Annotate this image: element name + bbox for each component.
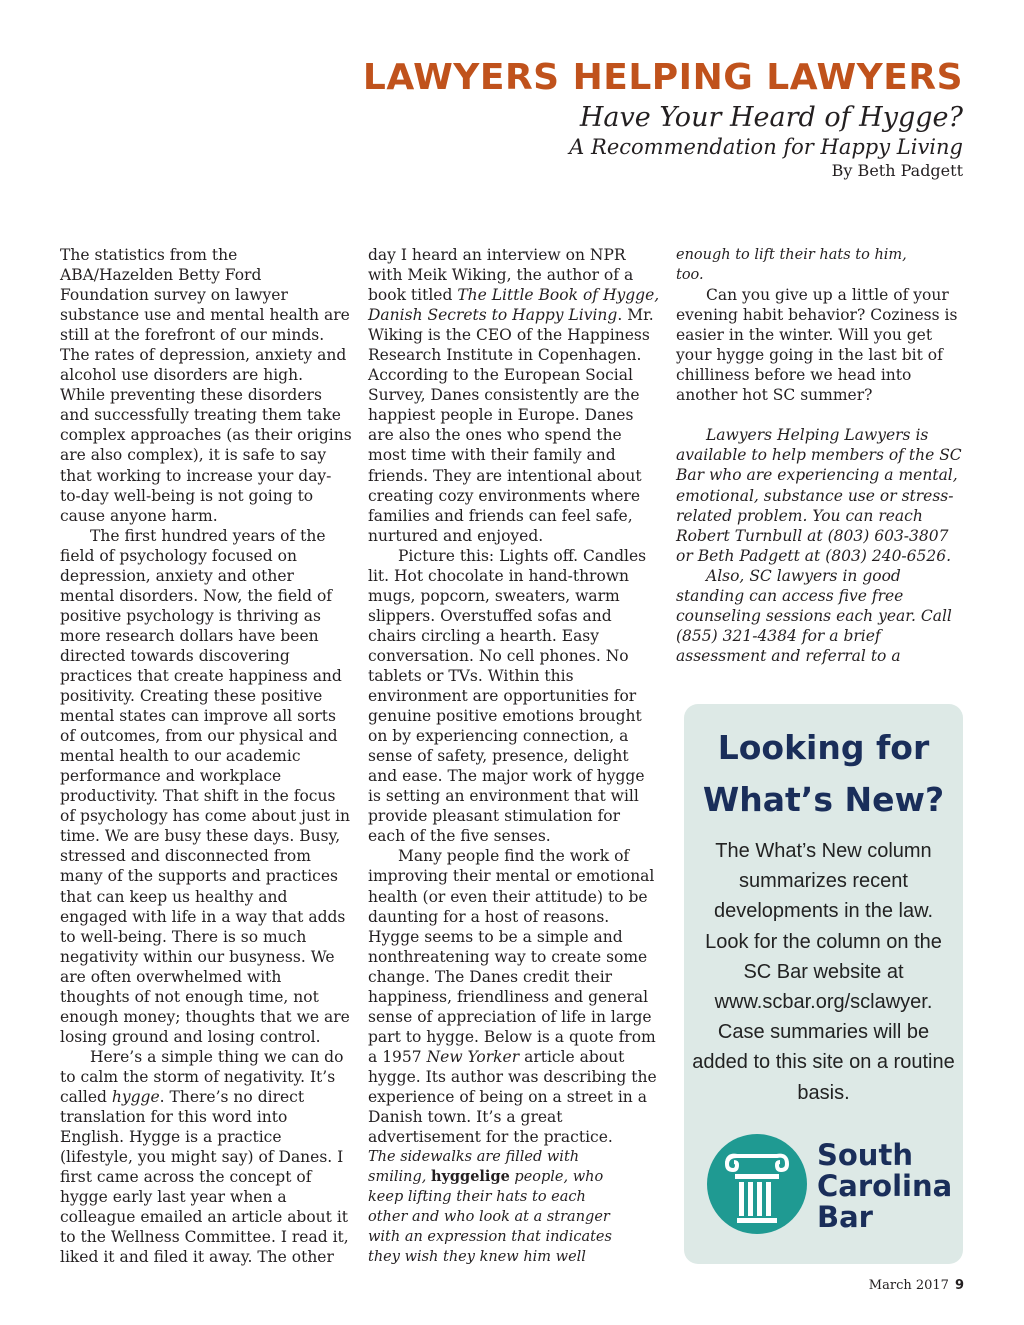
issue-date: March 2017 bbox=[868, 1278, 949, 1293]
quote-emphasis: hyggelige bbox=[430, 1168, 510, 1186]
section-title: LAWYERS HELPING LAWYERS bbox=[362, 57, 963, 98]
book-title: The Little Book of Hygge, Danish Secrets to Happy Living bbox=[368, 286, 660, 325]
column-2 bbox=[368, 245, 660, 1267]
sc-bar-logo bbox=[707, 1134, 957, 1234]
paragraph-3: day I heard an interview on NPR with Meik Wiking, the author of a book titled The Little Book of Hygge, Danish Secrets to Happy Living. Mr. Wiking is the CEO of the Happiness Research Institute in Copenhagen. According to the European Social Survey, Danes consistently are the happiest people in Europe. Danes are also the ones who spend the most time with their family and friends. They are intentional about creating cozy environments where families and friends can feel safe, nurtured and enjoyed. bbox=[368, 246, 660, 545]
logo-text: South Carolina Bar bbox=[817, 1138, 953, 1234]
note-2: Also, SC lawyers in good standing can access five free counseling sessions each year. Call (855) 321-4384 for a brief assessment and referral to a bbox=[676, 566, 952, 665]
article-title: Have Your Heard of Hygge? bbox=[579, 102, 963, 133]
page-footer bbox=[869, 1278, 964, 1293]
byline: By Beth Padgett bbox=[831, 161, 963, 180]
paragraph-6: Can you give up a little of your evening habit behavior? Coziness is easier in the winter. Will you get your hygge going in the last bit of chilliness before we head into another hot SC summer? bbox=[676, 286, 958, 405]
hygge-term: hygge bbox=[111, 1087, 160, 1106]
paragraph-5: Many people find the work of improving their mental or emotional health (or even their attitude) to be daunting for a host of reasons. Hygge seems to be a simple and nonthreatening way to create some change. The Danes credit their happiness, friendliness and general sense of appreciation of life in large part to hygge. Below is a quote from a 1957 New Yorker article about hygge. Its author was describing the experience of being on a street in a Danish town. It’s a great advertisement for the practice. bbox=[368, 847, 657, 1147]
block-quote: The sidewalks are filled with smiling, hyggelige people, who keep lifting their hats to each other and who look at a stranger with an expression that indicates they wish they knew him well bbox=[368, 1149, 612, 1266]
paragraph-3: Here’s a simple thing we can do to calm the storm of negativity. It’s called hygge. There’s no direct translation for this word into English. Hygge is a practice (lifestyle, you might say) of Danes. I first came across the concept of hygge early last year when a colleague emailed an article about it to the Wellness Committee. I read it, liked it and filed it away. The other bbox=[60, 1047, 349, 1267]
magazine-title: New Yorker bbox=[426, 1047, 520, 1066]
whats-new-box bbox=[684, 704, 963, 1264]
page-number: 9 bbox=[954, 1278, 964, 1293]
whats-new-heading: Looking for What’s New? bbox=[702, 728, 945, 819]
article-subtitle: A Recommendation for Happy Living bbox=[569, 135, 963, 159]
column-3 bbox=[676, 245, 964, 666]
paragraph-2: The first hundred years of the field of psychology focused on depression, anxiety and other mental disorders. Now, the field of positive psychology is thriving as more research dollars have been directed towards discovering practices that create happiness and positivity. Creating these positive mental states can improve all sorts of outcomes, from our physical and mental health to our academic performance and workplace productivity. That shift in the focus of psychology has come about just in time. We are busy these days. Busy, stressed and disconnected from many of the supports and practices that can keep us healthy and engaged with life in a way that adds to well-being. There is so much negativity within our busyness. We are often overwhelmed with thoughts of not enough time, not enough money; thoughts that we are losing ground and losing control. bbox=[60, 526, 351, 1046]
article-header bbox=[363, 56, 963, 182]
column-pillar-icon bbox=[707, 1134, 807, 1234]
paragraph-4: Picture this: Lights off. Candles lit. Hot chocolate in hand-thrown mugs, popcorn, sweaters, warm slippers. Overstuffed sofas and chairs circling a hearth. Easy conversation. No cell phones. No tablets or TVs. Within this environment are opportunities for genuine positive emotions brought on by experiencing connection, a sense of safety, presence, delight and ease. The major work of hygge is setting an environment that will provide pleasant stimulation for each of the five senses. bbox=[368, 546, 647, 846]
note-1: Lawyers Helping Lawyers is available to help members of the SC Bar who are experiencing a mental, emotional, substance use or stress-related problem. You can reach Robert Turnbull at (803) 603-3807 or Beth Padgett at (803) 240-6526. bbox=[676, 426, 962, 565]
paragraph-1: The statistics from the ABA/Hazelden Betty Ford Foundation survey on lawyer substance use and mental health are still at the forefront of our minds. The rates of depression, anxiety and alcohol use disorders are high. While preventing these disorders and successfully treating them take complex approaches (as their origins are also complex), it is safe to say that working to increase your day-to-day well-being is not going to cause anyone harm. bbox=[60, 246, 352, 525]
whats-new-body: The What’s New column summarizes recent developments in the law. Look for the column on the SC Bar website at www.scbar.org/sclawyer. Case summaries will be added to this site on a routine basis. bbox=[692, 840, 955, 1104]
column-1 bbox=[60, 245, 352, 1267]
block-quote: enough to lift their hats to him, too. bbox=[676, 247, 907, 284]
